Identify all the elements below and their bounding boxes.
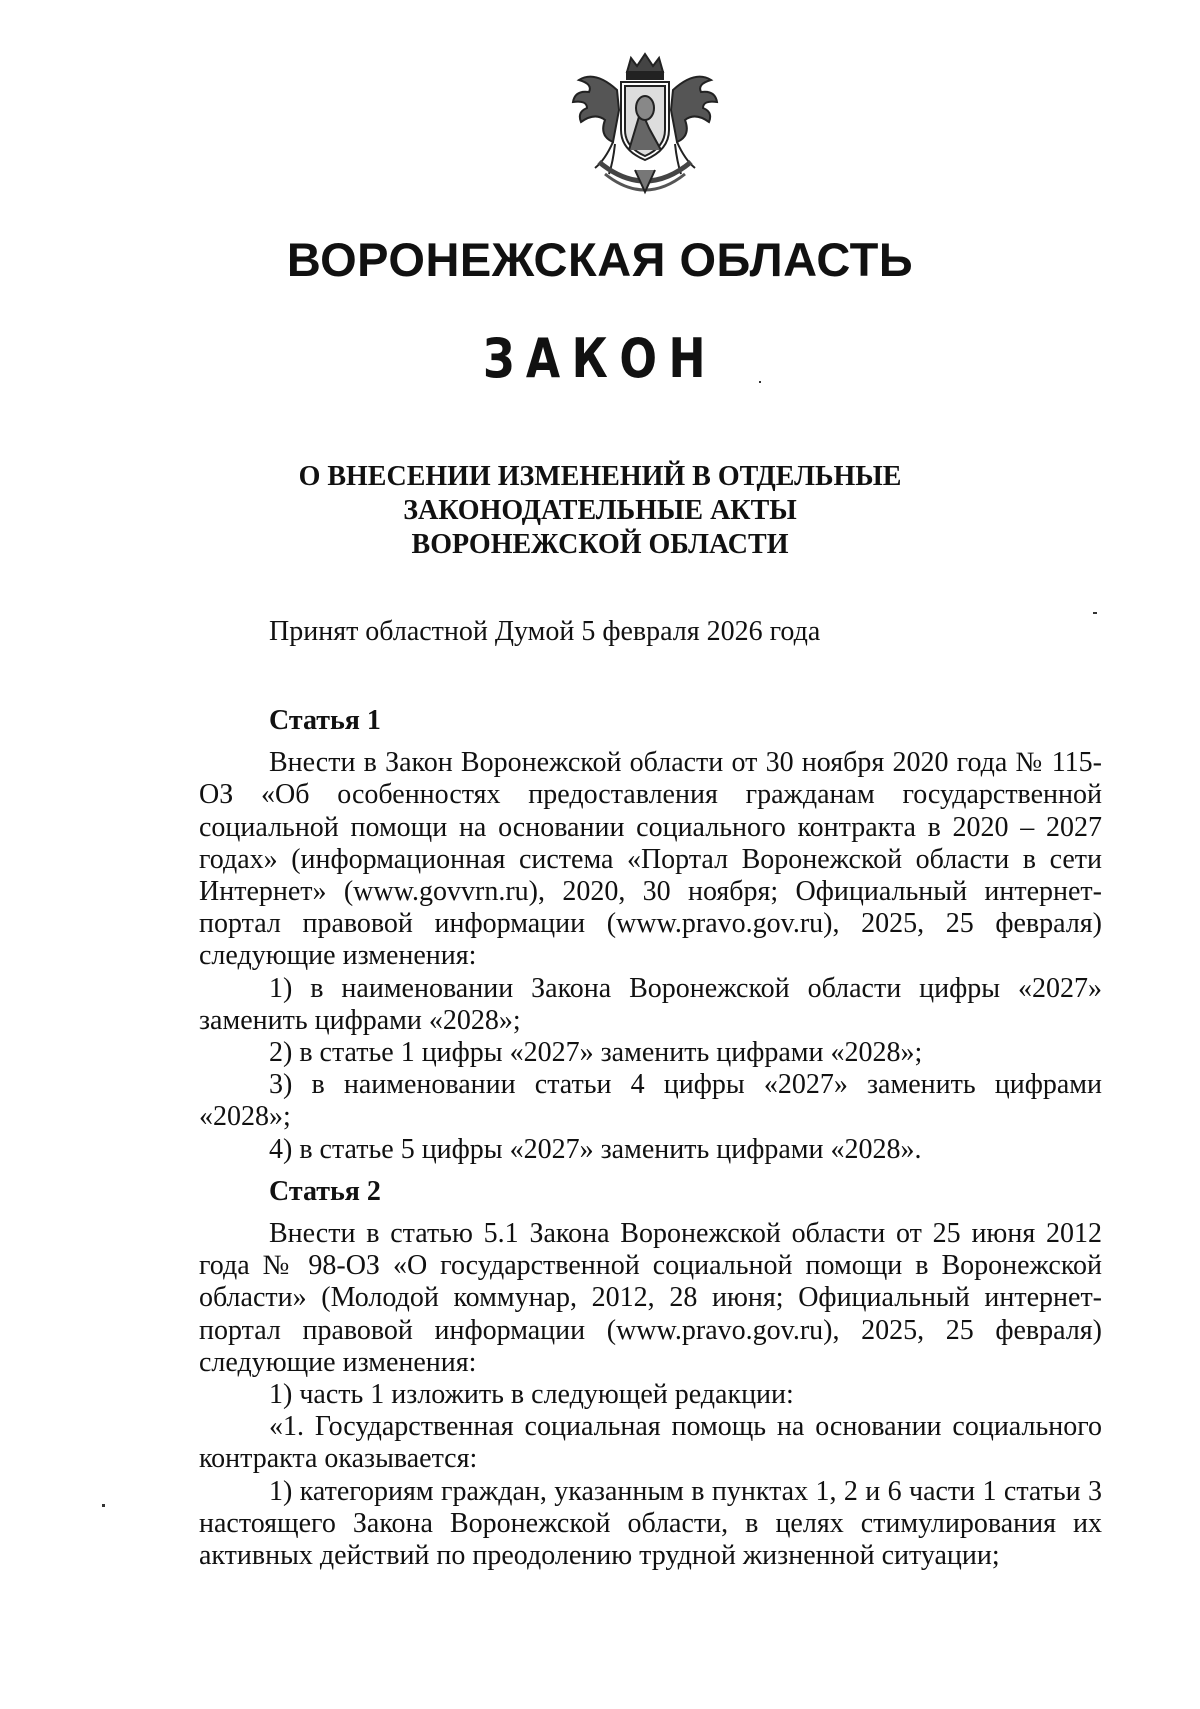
- law-title-line: ВОРОНЕЖСКОЙ ОБЛАСТИ: [411, 529, 789, 560]
- article-2-item: «1. Государственная социальная помощь на основании социального контракта оказывается:: [199, 1411, 1102, 1475]
- scan-speck: [102, 1504, 105, 1507]
- region-name: ВОРОНЕЖСКАЯ ОБЛАСТЬ: [286, 233, 914, 286]
- law-title: [0, 460, 1200, 562]
- law-title-line: О ВНЕСЕНИИ ИЗМЕНЕНИЙ В ОТДЕЛЬНЫЕ: [298, 461, 902, 492]
- article-1-intro: Внести в Закон Воронежской области от 30 ноября 2020 года № 115-ОЗ «Об особенностях предоставления гражданам государственной социальной помощи на основании социального контракта в 2020 – 2027 годах» (информационная система «Портал Воронежской области в сети Интернет» (www.govvrn.ru), 2020, 30 ноября; Официальный интернет-портал правовой информации (www.pravo.gov.ru), 2025, 25 февраля) следующие изменения:: [199, 747, 1102, 972]
- article-1-heading: Статья 1: [269, 705, 381, 736]
- article-2-intro: Внести в статью 5.1 Закона Воронежской области от 25 июня 2012 года № 98-ОЗ «О государственной социальной помощи в Воронежской области» (Молодой коммунар, 2012, 28 июня; Официальный интернет-портал правовой информации (www.pravo.gov.ru), 2025, 25 февраля) следующие изменения:: [199, 1218, 1102, 1378]
- document-body: [199, 705, 1102, 1572]
- law-title-line: ЗАКОНОДАТЕЛЬНЫЕ АКТЫ: [403, 495, 797, 526]
- article-2-item: 1) часть 1 изложить в следующей редакции:: [269, 1379, 794, 1411]
- article-1-item: 4) в статье 5 цифры «2027» заменить цифрами «2028».: [269, 1133, 922, 1165]
- article-1-item: 3) в наименовании статьи 4 цифры «2027» заменить цифрами «2028»;: [199, 1069, 1102, 1133]
- scan-speck: [1093, 612, 1097, 614]
- coat-of-arms-emblem: [565, 50, 725, 205]
- article-1-item: 2) в статье 1 цифры «2027» заменить цифрами «2028»;: [269, 1037, 923, 1069]
- adoption-date: Принят областной Думой 5 февраля 2026 года: [269, 616, 821, 647]
- article-2-item: 1) категориям граждан, указанным в пунктах 1, 2 и 6 части 1 статьи 3 настоящего Закона Воронежской области, в целях стимулирования их активных действий по преодолению трудной жизненной ситуации;: [199, 1475, 1102, 1572]
- document-type: ЗАКОН: [482, 327, 718, 390]
- article-2-heading: Статья 2: [269, 1175, 381, 1207]
- scan-speck: [759, 381, 761, 383]
- spacer: [199, 1166, 1102, 1176]
- article-1-item: 1) в наименовании Закона Воронежской области цифры «2027» заменить цифрами «2028»;: [199, 972, 1102, 1036]
